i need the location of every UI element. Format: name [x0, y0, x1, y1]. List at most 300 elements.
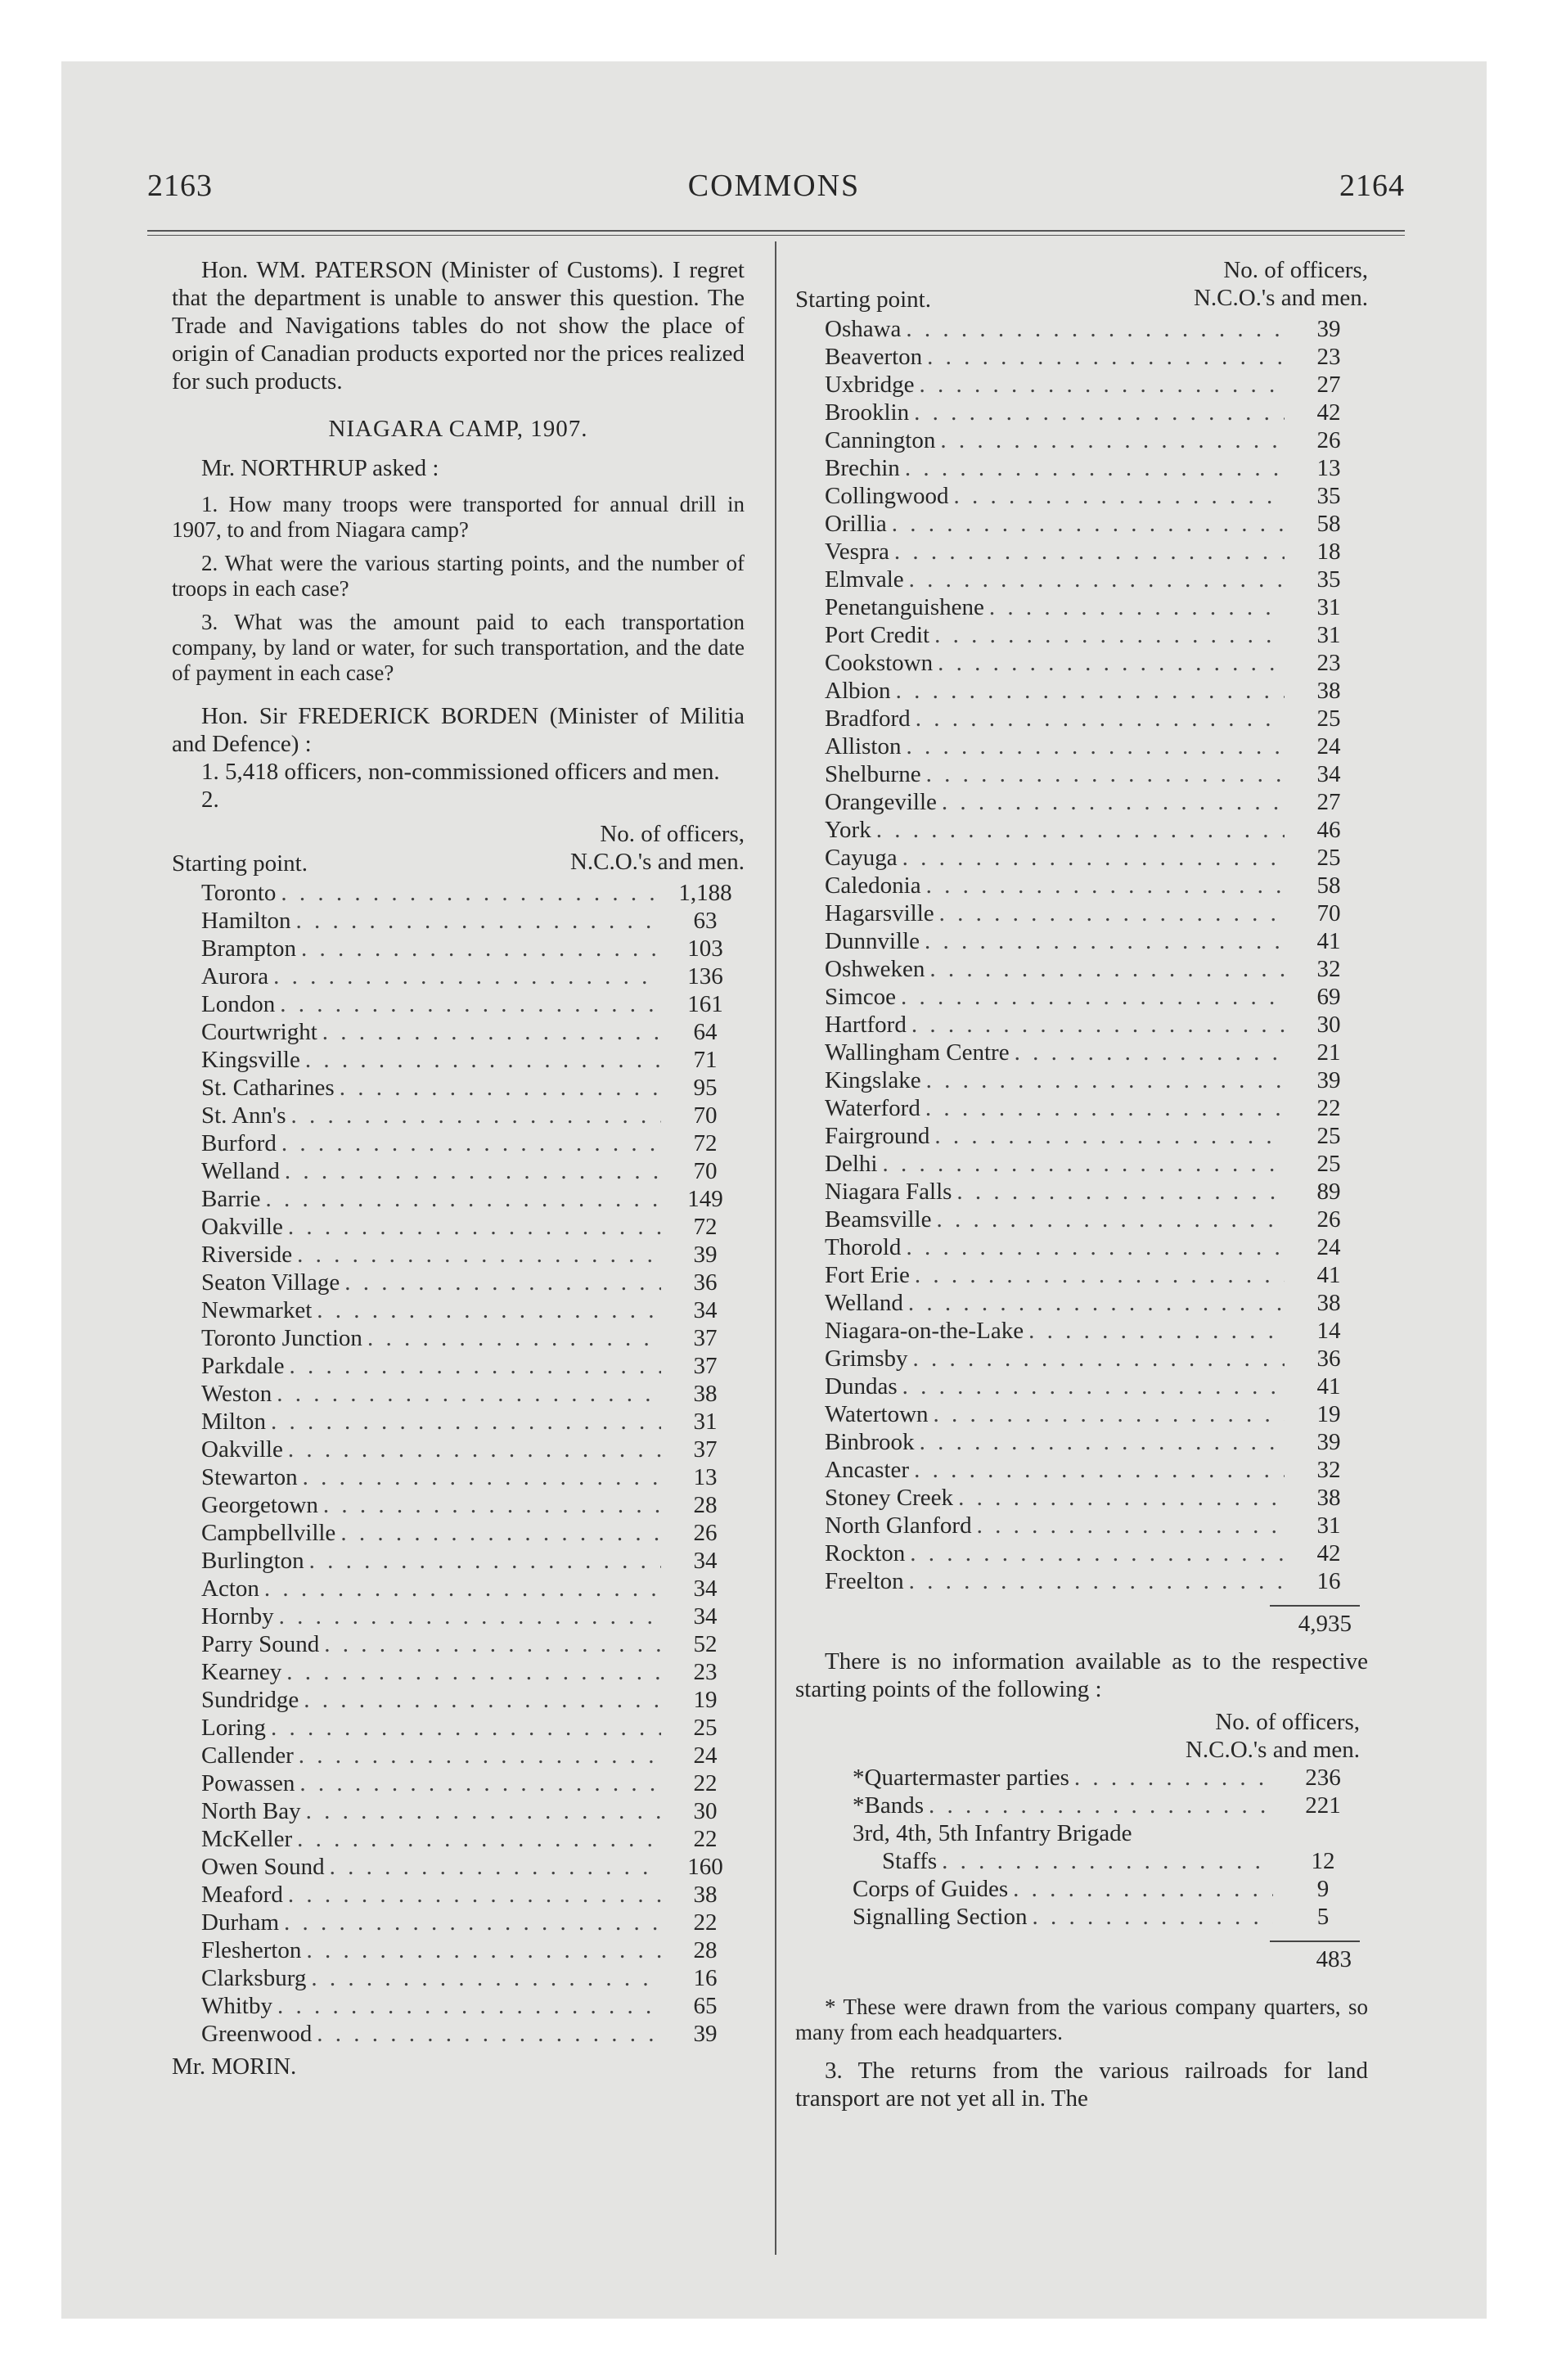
dot-leader	[1074, 1764, 1273, 1792]
row-count: 160	[687, 1854, 723, 1880]
row-count: 38	[1316, 678, 1341, 704]
row-place: Burlington	[201, 1548, 304, 1574]
dot-leader	[940, 426, 1285, 454]
table-row	[795, 343, 1368, 371]
dot-leader	[929, 955, 1285, 983]
row-count: 23	[693, 1659, 718, 1685]
dot-leader	[340, 1074, 661, 1102]
row-place: Signalling Section	[853, 1904, 1028, 1930]
row-count: 32	[1316, 956, 1341, 982]
left-column	[172, 256, 745, 2080]
table-row	[172, 2020, 745, 2048]
dot-leader	[306, 1797, 661, 1825]
table-row	[172, 1769, 745, 1797]
question-1: 1. How many troops were transported for annual drill in 1907, to and from Niagara camp?	[172, 492, 745, 542]
row-count: 149	[687, 1186, 723, 1212]
dot-leader	[942, 788, 1285, 816]
other-units-table	[795, 1764, 1368, 1819]
row-place: Courtwright	[201, 1019, 317, 1045]
row-place: Campbellville	[201, 1520, 336, 1546]
dot-leader	[901, 983, 1285, 1011]
row-count: 39	[693, 2021, 718, 2047]
table-row	[795, 315, 1368, 343]
question-asker: Mr. NORTHRUP asked :	[201, 455, 439, 481]
row-place: York	[825, 817, 871, 843]
page-number-left: 2163	[147, 169, 213, 203]
row-count: 89	[1316, 1179, 1341, 1205]
row-place: Barrie	[201, 1186, 261, 1212]
row-place: Freelton	[825, 1568, 904, 1594]
dot-leader	[909, 566, 1285, 593]
row-count: 64	[693, 1019, 718, 1045]
dot-leader	[344, 1269, 661, 1296]
row-place: Oshweken	[825, 956, 925, 982]
dot-leader	[280, 990, 661, 1018]
table-row	[795, 899, 1368, 927]
row-place: Georgetown	[201, 1492, 318, 1518]
row-place: Meaford	[201, 1882, 283, 1908]
table-row	[172, 1630, 745, 1658]
dot-leader	[299, 1742, 661, 1769]
row-place: Burford	[201, 1130, 277, 1156]
row-place: Parry Sound	[201, 1631, 320, 1657]
row-count: 136	[687, 963, 723, 989]
table-row	[795, 649, 1368, 677]
row-count: 35	[1316, 566, 1341, 593]
total2-rule	[1270, 1941, 1360, 1942]
table-row	[172, 1714, 745, 1742]
row-count: 63	[693, 908, 718, 934]
row-place: Kearney	[201, 1659, 282, 1685]
answer-1: 1. 5,418 officers, non-commissioned officers and men.	[201, 759, 720, 785]
footnote: * These were drawn from the various company quarters, so many from each headquarters.	[795, 1995, 1368, 2044]
table-row	[172, 1436, 745, 1463]
row-count: 25	[1316, 845, 1341, 871]
row-count: 37	[693, 1325, 718, 1351]
row-place: Ancaster	[825, 1457, 910, 1483]
table-row	[172, 1296, 745, 1324]
dot-leader	[271, 1714, 661, 1742]
table-row	[795, 1428, 1368, 1456]
row-count: 1,188	[678, 880, 732, 906]
dot-leader	[920, 1428, 1285, 1456]
table-row	[172, 1519, 745, 1547]
header-rule	[147, 230, 1405, 232]
table-header-place-right: Starting point.	[795, 286, 931, 313]
table-row	[795, 482, 1368, 510]
dot-leader	[296, 907, 661, 935]
dot-leader	[1032, 1903, 1273, 1931]
dot-leader	[916, 705, 1285, 732]
dot-leader	[977, 1512, 1285, 1539]
row-place: Oshawa	[825, 316, 902, 342]
row-place: Vespra	[825, 539, 889, 565]
row-count: 36	[1316, 1346, 1341, 1372]
dot-leader	[309, 1547, 661, 1575]
dot-leader	[367, 1324, 661, 1352]
row-place: Weston	[201, 1381, 272, 1407]
borden-answer-intro: Hon. Sir FREDERICK BORDEN (Minister of Militia and Defence) :	[172, 703, 745, 757]
row-place: Wallingham Centre	[825, 1039, 1010, 1066]
row-place: Dundas	[825, 1373, 898, 1400]
table-row	[172, 1102, 745, 1129]
dot-leader	[989, 593, 1285, 621]
row-count: 24	[693, 1742, 718, 1769]
dot-leader	[289, 1352, 661, 1380]
dot-leader	[317, 1296, 661, 1324]
row-count: 70	[693, 1102, 718, 1129]
dot-leader	[306, 1936, 661, 1964]
row-count: 38	[1316, 1290, 1341, 1316]
brigade-staffs-row	[795, 1847, 1368, 1875]
row-count: 103	[687, 935, 723, 962]
row-place: Waterford	[825, 1095, 920, 1121]
dot-leader	[264, 1575, 661, 1602]
dot-leader	[317, 2020, 661, 2048]
dot-leader	[913, 1345, 1285, 1373]
dot-leader	[956, 1178, 1285, 1206]
right-column	[795, 256, 1368, 2112]
table-row	[795, 1903, 1368, 1931]
table-row	[172, 1658, 745, 1686]
table-row	[172, 1964, 745, 1992]
row-count: 42	[1316, 1540, 1341, 1566]
table-row	[172, 1825, 745, 1853]
table-row	[795, 426, 1368, 454]
table-row	[172, 1909, 745, 1936]
table-row	[172, 879, 745, 907]
starting-points-table-left	[172, 879, 745, 2048]
dot-leader	[911, 1011, 1285, 1039]
dot-leader	[297, 1825, 661, 1853]
row-count: 22	[693, 1770, 718, 1796]
table-row	[172, 1742, 745, 1769]
row-place: Brampton	[201, 935, 296, 962]
row-count: 37	[693, 1436, 718, 1463]
dot-leader	[340, 1519, 661, 1547]
row-count: 39	[1316, 1067, 1341, 1093]
dot-leader	[303, 1463, 661, 1491]
dot-leader	[936, 1206, 1285, 1233]
dot-leader	[908, 1289, 1285, 1317]
dot-leader	[892, 510, 1285, 538]
dot-leader	[288, 1881, 661, 1909]
table-row	[795, 399, 1368, 426]
page-number-right: 2164	[1339, 169, 1405, 203]
table-row	[795, 1792, 1368, 1819]
table-row	[172, 907, 745, 935]
table-row	[172, 962, 745, 990]
row-place: Beamsville	[825, 1206, 932, 1233]
table-row	[795, 1233, 1368, 1261]
dot-leader	[324, 1630, 661, 1658]
row-place: Stewarton	[201, 1464, 298, 1490]
row-count: 35	[1316, 483, 1341, 509]
table-header-count-right: No. of officers, N.C.O.'s and men.	[1193, 257, 1368, 311]
row-count: 36	[693, 1269, 718, 1296]
header-rule-thin	[147, 235, 1405, 236]
row-place: Riverside	[201, 1242, 293, 1268]
dot-leader	[909, 1567, 1285, 1595]
dot-leader	[926, 760, 1285, 788]
row-count: 23	[1316, 650, 1341, 676]
table-total: 4,935	[1298, 1611, 1352, 1637]
row-place: Hornby	[201, 1603, 274, 1629]
table-row	[795, 371, 1368, 399]
row-count: 22	[693, 1826, 718, 1852]
row-count: 25	[693, 1715, 718, 1741]
dot-leader	[902, 1373, 1285, 1400]
row-count: 41	[1316, 1262, 1341, 1288]
row-place: Cannington	[825, 427, 936, 453]
row-count: 9	[1316, 1876, 1330, 1902]
row-place: Whitby	[201, 1993, 272, 2019]
table-row	[795, 1373, 1368, 1400]
table-row	[795, 1122, 1368, 1150]
dot-leader	[1028, 1317, 1285, 1345]
dot-leader	[906, 732, 1285, 760]
row-count: 65	[693, 1993, 718, 2019]
row-count: 69	[1316, 984, 1341, 1010]
total-rule	[1270, 1605, 1360, 1607]
paterson-answer: Hon. WM. PATERSON (Minister of Customs). I regret that the department is unable to answer this question. The Trade and Navigations tables do not show the place of origin of Canadian products exported nor the prices realized for such products.	[172, 257, 745, 394]
row-count: 18	[1316, 539, 1341, 565]
row-place: Brechin	[825, 455, 900, 481]
brigade-staffs-label-1: 3rd, 4th, 5th Infantry Brigade	[853, 1820, 1132, 1846]
dot-leader	[299, 1769, 661, 1797]
dot-leader	[953, 482, 1285, 510]
row-count: 71	[693, 1047, 718, 1073]
dot-leader	[934, 621, 1285, 649]
row-place: Durham	[201, 1909, 280, 1936]
table-row	[172, 1129, 745, 1157]
dot-leader	[906, 315, 1285, 343]
row-count: 34	[693, 1548, 718, 1574]
row-place: North Bay	[201, 1798, 301, 1824]
row-count: 26	[1316, 1206, 1341, 1233]
dot-leader	[914, 399, 1285, 426]
table-header-right	[795, 256, 1368, 315]
running-title: COMMONS	[687, 169, 861, 203]
row-place: Hartford	[825, 1012, 907, 1038]
dot-leader	[894, 538, 1285, 566]
row-place: Powassen	[201, 1770, 295, 1796]
row-place: Loring	[201, 1715, 266, 1741]
row-count: 21	[1316, 1039, 1341, 1066]
table-row	[172, 1269, 745, 1296]
table-row	[795, 621, 1368, 649]
dot-leader	[938, 649, 1285, 677]
row-place: Callender	[201, 1742, 294, 1769]
dot-leader	[915, 1261, 1285, 1289]
row-place: Cookstown	[825, 650, 934, 676]
row-place: Grimsby	[825, 1346, 908, 1372]
dot-leader	[902, 844, 1285, 872]
table-header	[172, 820, 745, 879]
table-row	[795, 1484, 1368, 1512]
no-information-note: There is no information available as to the respective starting points of the following :	[795, 1648, 1368, 1702]
table-row	[795, 983, 1368, 1011]
dot-leader	[281, 1129, 661, 1157]
row-place: McKeller	[201, 1826, 293, 1852]
row-count: 39	[1316, 316, 1341, 342]
dot-leader	[305, 1046, 661, 1074]
table-row	[172, 1547, 745, 1575]
row-count: 34	[693, 1297, 718, 1323]
row-place: Parkdale	[201, 1353, 285, 1379]
row-place: Corps of Guides	[853, 1876, 1009, 1902]
question-2: 2. What were the various starting points, and the number of troops in each case?	[172, 551, 745, 601]
table-row	[172, 1853, 745, 1881]
row-place: Orillia	[825, 511, 887, 537]
dot-leader	[297, 1241, 661, 1269]
dot-leader	[281, 879, 661, 907]
row-count: 38	[693, 1882, 718, 1908]
table-row	[795, 1094, 1368, 1122]
dot-leader	[288, 1436, 661, 1463]
dot-leader	[279, 1602, 661, 1630]
table-row	[795, 788, 1368, 816]
table-row	[172, 1157, 745, 1185]
row-place: Collingwood	[825, 483, 949, 509]
row-place: Binbrook	[825, 1429, 915, 1455]
row-place: Port Credit	[825, 622, 930, 648]
row-place: *Quartermaster parties	[853, 1765, 1069, 1791]
table-row	[172, 1491, 745, 1519]
table2-header: No. of officers, N.C.O.'s and men.	[1185, 1709, 1360, 1763]
row-place: Toronto Junction	[201, 1325, 362, 1351]
row-count: 58	[1316, 511, 1341, 537]
table-row	[795, 1066, 1368, 1094]
row-place: Oakville	[201, 1436, 283, 1463]
row-count: 72	[693, 1130, 718, 1156]
dot-leader	[284, 1909, 661, 1936]
table-row	[795, 1150, 1368, 1178]
row-place: Rockton	[825, 1540, 906, 1566]
row-count: 38	[693, 1381, 718, 1407]
row-place: Orangeville	[825, 789, 937, 815]
question-3: 3. What was the amount paid to each transportation company, by land or water, for such transportation, and the date of payment in each case?	[172, 610, 745, 685]
dot-leader	[926, 872, 1285, 899]
table-row	[172, 1046, 745, 1074]
table-row	[795, 816, 1368, 844]
row-place: Greenwood	[201, 2021, 313, 2047]
table-row	[795, 1539, 1368, 1567]
table-row	[172, 1185, 745, 1213]
row-count: 34	[1316, 761, 1341, 787]
dot-leader	[905, 454, 1285, 482]
row-place: Owen Sound	[201, 1854, 325, 1880]
row-count: 23	[1316, 344, 1341, 370]
row-place: Albion	[825, 678, 891, 704]
row-count: 38	[1316, 1485, 1341, 1511]
dot-leader	[876, 816, 1285, 844]
row-count: 161	[687, 991, 723, 1017]
row-count: 5	[1316, 1904, 1330, 1930]
table-row	[795, 760, 1368, 788]
table-row	[795, 1011, 1368, 1039]
dot-leader	[958, 1484, 1285, 1512]
row-count: 32	[1316, 1457, 1341, 1483]
dot-leader	[925, 927, 1285, 955]
table-row	[795, 1317, 1368, 1345]
table-row	[795, 1400, 1368, 1428]
dot-leader	[277, 1992, 661, 2020]
table-row	[172, 1380, 745, 1408]
row-place: Niagara Falls	[825, 1179, 952, 1205]
row-count: 25	[1316, 1151, 1341, 1177]
table-row	[172, 1352, 745, 1380]
table-row	[172, 1602, 745, 1630]
row-count: 95	[693, 1075, 718, 1101]
row-place: Aurora	[201, 963, 269, 989]
starting-points-table-right	[795, 315, 1368, 1595]
table-row	[795, 454, 1368, 482]
row-place: Milton	[201, 1409, 266, 1435]
dot-leader	[273, 962, 661, 990]
table-row	[795, 927, 1368, 955]
dot-leader	[914, 1456, 1285, 1484]
row-place: Seaton Village	[201, 1269, 340, 1296]
row-place: Newmarket	[201, 1297, 313, 1323]
dot-leader	[322, 1018, 661, 1046]
row-place: St. Ann's	[201, 1102, 286, 1129]
dot-leader	[291, 1102, 661, 1129]
row-place: *Bands	[853, 1792, 924, 1819]
row-count: 31	[1316, 622, 1341, 648]
dot-leader	[910, 1539, 1285, 1567]
row-count: 19	[693, 1687, 718, 1713]
row-count: 28	[693, 1937, 718, 1963]
table-row	[795, 1289, 1368, 1317]
section-title: NIAGARA CAMP, 1907.	[328, 416, 588, 442]
table-row	[795, 1456, 1368, 1484]
table-row	[795, 1261, 1368, 1289]
row-place: Kingsville	[201, 1047, 300, 1073]
table-row	[172, 1936, 745, 1964]
row-count: 30	[693, 1798, 718, 1824]
row-place: Uxbridge	[825, 372, 915, 398]
row-count: 16	[1316, 1568, 1341, 1594]
row-count: 27	[1316, 372, 1341, 398]
dot-leader	[323, 1491, 661, 1519]
table-header-count: No. of officers, N.C.O.'s and men.	[569, 821, 745, 875]
row-place: Penetanguishene	[825, 594, 984, 620]
table-row	[172, 1074, 745, 1102]
row-count: 25	[1316, 705, 1341, 732]
table-row	[172, 1241, 745, 1269]
dot-leader	[286, 1658, 661, 1686]
row-count: 41	[1316, 928, 1341, 954]
row-place: Hamilton	[201, 908, 291, 934]
row-place: Delhi	[825, 1151, 878, 1177]
table-header-place: Starting point.	[172, 850, 308, 877]
row-count: 13	[693, 1464, 718, 1490]
dot-leader	[304, 1686, 661, 1714]
dot-leader	[939, 899, 1285, 927]
dot-leader	[1015, 1039, 1285, 1066]
row-place: Thorold	[825, 1234, 902, 1260]
table-row	[795, 593, 1368, 621]
row-place: Dunnville	[825, 928, 920, 954]
table-row	[795, 1764, 1368, 1792]
row-count: 236	[1305, 1765, 1341, 1791]
dot-leader	[301, 935, 661, 962]
document-page	[61, 61, 1487, 2319]
row-place: Watertown	[825, 1401, 929, 1427]
row-count: 221	[1305, 1792, 1341, 1819]
dot-leader	[330, 1853, 661, 1881]
